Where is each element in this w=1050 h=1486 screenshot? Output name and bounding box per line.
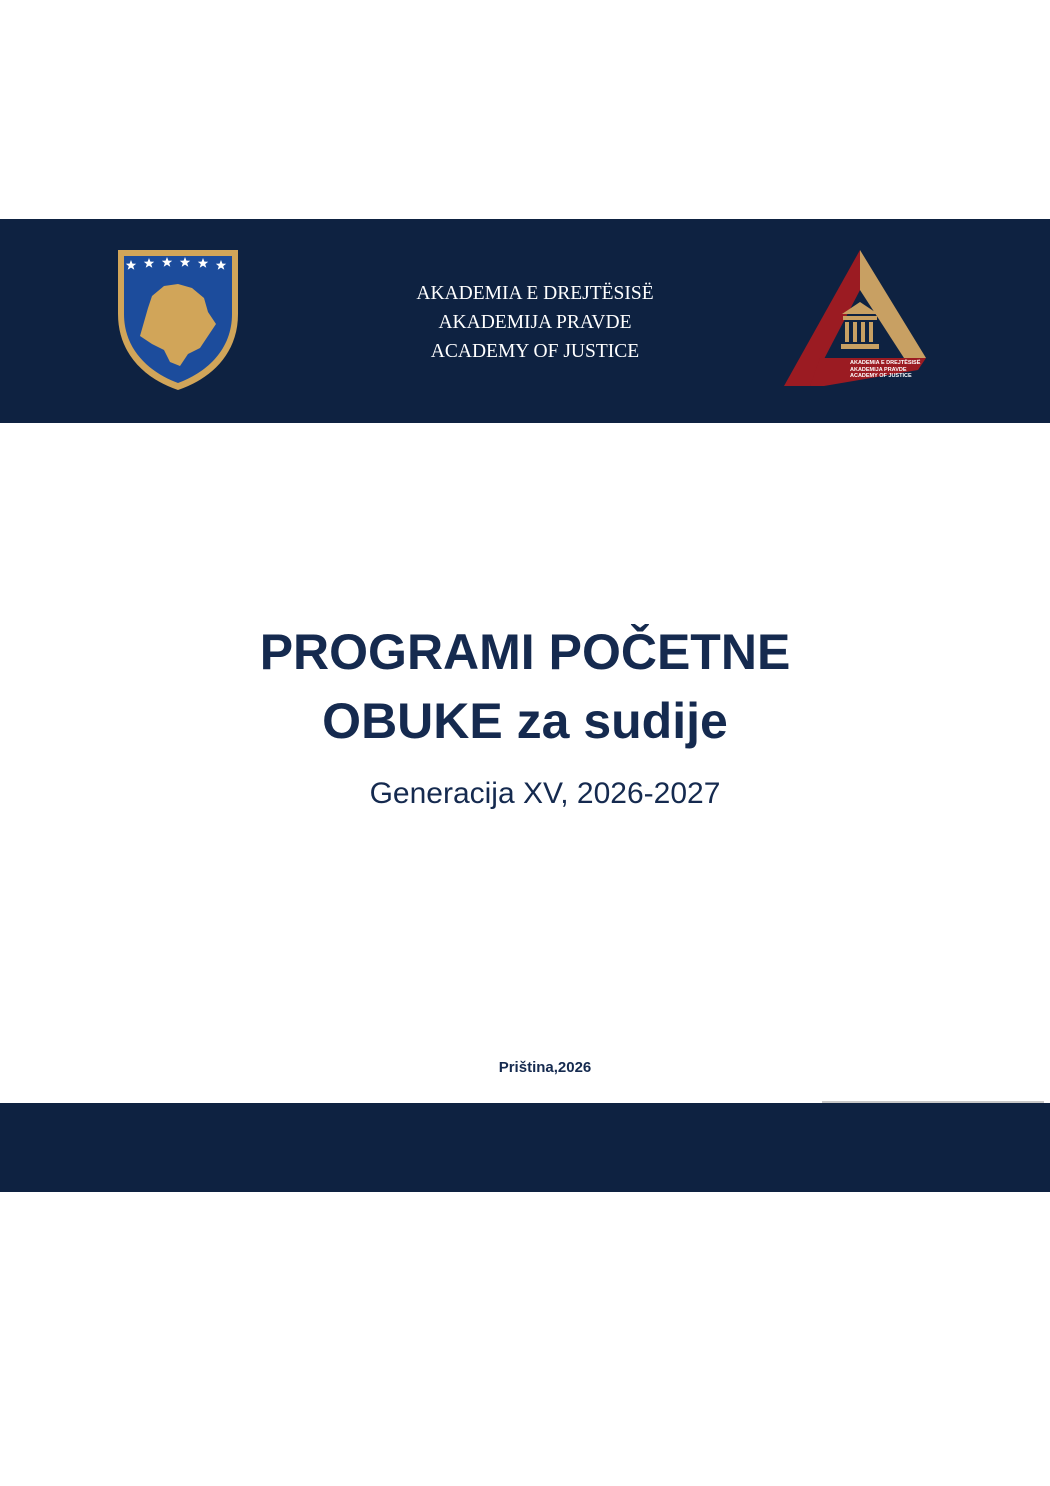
academy-logo-caption: AKADEMIA E DREJTËSISË AKADEMIJA PRAVDE ACADEMY OF JUSTICE	[850, 360, 921, 379]
institution-name-albanian: AKADEMIA E DREJTËSISË	[416, 283, 654, 304]
institution-name-serbian: AKADEMIJA PRAVDE	[438, 312, 632, 333]
document-subtitle: Generacija XV, 2026-2027	[369, 777, 721, 810]
header-band	[0, 219, 1050, 423]
institution-name-english: ACADEMY OF JUSTICE	[430, 341, 640, 362]
document-title-line-1: PROGRAMI POČETNE	[259, 624, 791, 680]
place-and-date: Priština,2026	[498, 1059, 592, 1076]
kosovo-coat-of-arms-icon	[112, 244, 244, 394]
document-title	[0, 618, 1050, 756]
institution-name	[330, 279, 740, 366]
document-title-line-2: OBUKE za sudije	[322, 693, 728, 749]
footer-band	[0, 1103, 1050, 1192]
